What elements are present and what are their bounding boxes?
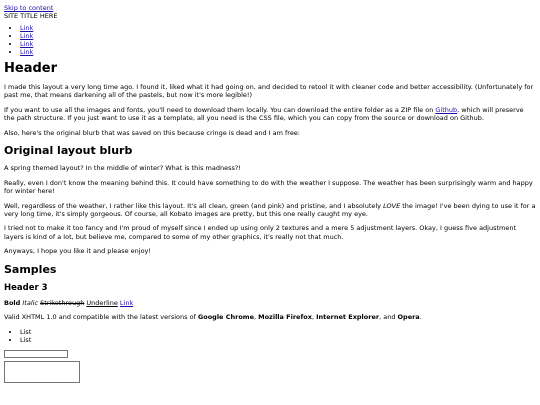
compat-text: . [419,313,422,322]
sample-list [4,328,536,344]
browser-firefox: Mozilla Firefox [258,313,312,322]
compatibility-note [4,313,536,321]
nav-item [20,32,536,40]
skip-to-content-link[interactable]: Skip to content [4,4,54,12]
blurb-paragraph-5: Anyways, I hope you like it and please enjoy! [4,247,152,256]
nav-link-3[interactable]: Link [20,40,34,48]
header-3: Header 3 [4,282,48,293]
nav-link-4[interactable]: Link [20,48,34,56]
browser-ie: Internet Explorer [316,313,380,322]
blurb-text: Well, regardless of the weather, I rather like this layout. It's all clean, green (and pink) and pristine, and I absolutely [4,201,384,210]
browser-opera: Opera [397,313,420,322]
nav-list [4,24,536,56]
love-emphasis: LOVE [383,201,401,210]
site-title: SITE TITLE HERE [4,12,58,20]
browser-chrome: Google Chrome [197,313,254,322]
blurb-paragraph-4: I tried not to make it too fancy and I'm proud of myself since I ended up using only 2 textures and a mere 5 adjustment layers. Okay, I guess five adjustment layers is kind of a lot, but believe me, compared to some of my other graphics, it's really not that much. [4,224,517,241]
blurb-paragraph-1: A spring themed layout? In the middle of winter? What is this madness?! [4,164,241,173]
page-header: Header [4,61,58,76]
blurb-paragraph-2: Really, even I don't know the meaning behind this. It could have something to do with the weather I suppose. The weather has been surprisingly warm and happy for winter here! [4,178,533,196]
intro-paragraph-1: I made this layout a very long time ago. I found it, liked what it had going on, and decided to retool it with cleaner code and better accessibility. (Unfortunately for past me, that means darkening all of the pastels, but now it's more legible!) [4,83,534,100]
list-item: • List [20,328,536,336]
sample-text-input[interactable] [4,350,68,358]
bold-sample: Bold [4,298,21,307]
github-link[interactable]: Github [435,105,458,114]
blurb-paragraph-3 [4,202,536,219]
compat-text: Valid XHTML 1.0 and compatible with the latest versions of [4,313,198,322]
intro-text: If you want to use all the images and fonts, you'll need to download them locally. You can download the entire folder as a ZIP file on [4,105,436,114]
compat-sep: , [311,313,317,322]
samples-heading: Samples [4,262,57,276]
list-item: • List [20,336,536,344]
nav-link-1[interactable]: Link [20,24,34,32]
formatting-samples [4,299,536,307]
strikethrough-sample: Strikethrough [40,298,85,307]
nav-item [20,40,536,48]
nav-item [20,24,536,32]
intro-text: , which will preserve the path structure. If you just want to use it as a template, all you need is the CSS file, which you can copy from the source or download on Github. [4,105,524,123]
compat-sep: , and [379,313,398,322]
intro-paragraph-2 [4,106,536,123]
link-sample[interactable]: Link [119,298,134,307]
blurb-heading: Original layout blurb [4,144,133,158]
sample-textarea[interactable] [4,361,80,383]
blurb-text: the image! I've been dying to use it for a very long time, it's simply gorgeous. Of course, all Kobato images are pretty, but this one really caught my eye. [4,201,536,218]
compat-sep: , [253,313,259,322]
nav-link-2[interactable]: Link [20,32,34,40]
underline-sample: Underline [86,298,118,307]
nav-item [20,48,536,56]
intro-paragraph-3: Also, here's the original blurb that was saved on this because cringe is dead and I am free: [4,128,301,137]
italic-sample: Italic [22,298,39,307]
